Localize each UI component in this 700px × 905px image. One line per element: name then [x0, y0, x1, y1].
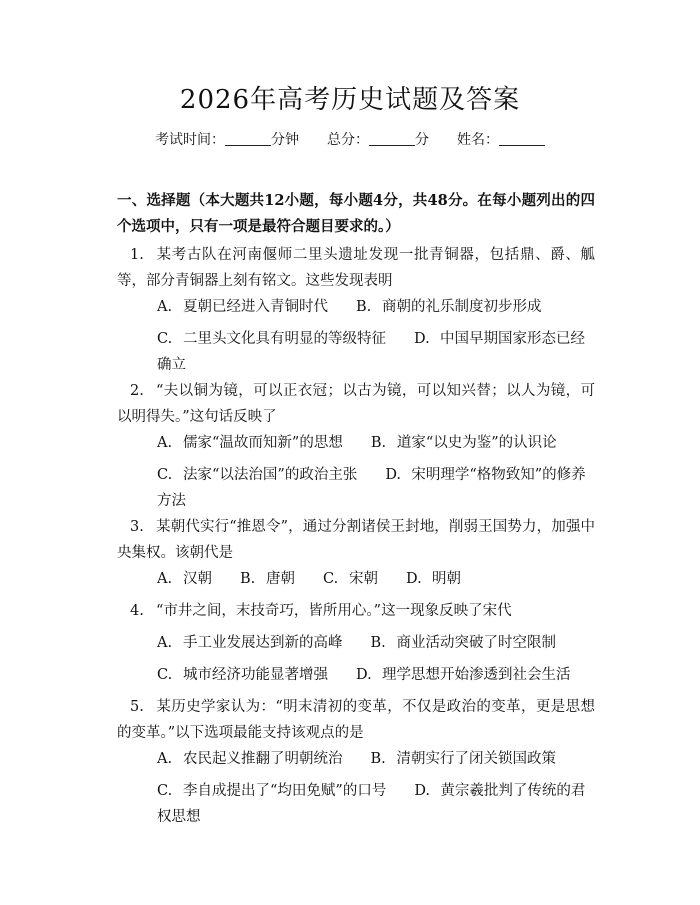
option-text: 法家“以法治国”的政治主张 [183, 467, 358, 483]
question-3 [117, 514, 595, 566]
option-text: 手工业发展达到新的高峰 [183, 635, 343, 651]
page-title: 2026年高考历史试题及答案 [179, 85, 521, 115]
option-text: 宋朝 [349, 571, 378, 587]
option-letter: B. [370, 435, 387, 451]
question-number: 1. [130, 247, 144, 263]
question-5-options-ab [117, 746, 595, 772]
option-letter: C. [157, 331, 173, 347]
option-letter: B. [370, 635, 386, 651]
name-blank [499, 131, 545, 146]
option-letter: D. [385, 467, 402, 483]
option-text: 清朝实行了闭关锁国政策 [396, 751, 556, 767]
question-stem: 某考古队在河南偃师二里头遗址发现一批青铜器，包括鼎、爵、觚等，部分青铜器上刻有铭文。这些发现表明 [117, 247, 595, 289]
option-letter: D. [414, 331, 430, 347]
option-text: 商朝的礼乐制度初步形成 [382, 299, 542, 315]
option-text: 城市经济功能显著增强 [183, 667, 328, 683]
option-text: 儒家“温故而知新”的思想 [183, 435, 343, 451]
question-3-options [117, 566, 595, 592]
option-letter: D. [406, 571, 422, 587]
question-4-options-ab [117, 630, 595, 656]
option-letter: C. [157, 667, 173, 683]
option-text: 农民起义推翻了明朝统治 [183, 751, 343, 767]
time-blank [225, 131, 271, 146]
option-letter: D. [414, 783, 431, 799]
question-2-options-ab [117, 430, 595, 456]
option-text: 唐朝 [266, 571, 295, 587]
option-letter: A. [157, 435, 173, 451]
exam-time [155, 130, 299, 150]
option-text: 宋明理学“格物致知”的修养方法 [157, 467, 586, 509]
option-text: 中国早期国家形态已经确立 [157, 331, 585, 373]
name-label: 姓名： [457, 132, 499, 148]
question-number: 3. [130, 519, 144, 535]
option-text: 汉朝 [183, 571, 212, 587]
question-stem: “市井之间，末技奇巧，皆所用心。”这一现象反映了宋代 [156, 603, 512, 619]
option-letter: A. [157, 751, 173, 767]
option-text: 黄宗羲批判了传统的君权思想 [157, 783, 586, 825]
question-stem: “夫以铜为镜，可以正衣冠；以古为镜，可以知兴替；以人为镜，可以明得失。”这句话反映了 [117, 383, 595, 425]
option-text: 商业活动突破了时空限制 [396, 635, 556, 651]
option-text: 李自成提出了“均田免赋”的口号 [183, 783, 387, 799]
question-1 [117, 242, 595, 294]
option-text: 二里头文化具有明显的等级特征 [183, 331, 386, 347]
option-letter: B. [356, 299, 372, 315]
question-2-options-cd [117, 462, 595, 514]
question-2 [117, 378, 595, 430]
question-stem: 某朝代实行“推恩令”，通过分割诸侯王封地，削弱王国势力，加强中央集权。该朝代是 [117, 519, 595, 561]
option-text: 明朝 [432, 571, 461, 587]
time-label: 考试时间： [155, 132, 225, 148]
option-letter: C. [323, 571, 339, 587]
exam-meta [0, 130, 700, 150]
option-letter: D. [356, 667, 372, 683]
question-number: 5. [130, 699, 144, 715]
question-5-options-cd [117, 778, 595, 830]
question-1-options-cd [117, 326, 595, 378]
question-number: 4. [130, 603, 144, 619]
question-stem: 某历史学家认为：“明末清初的变革，不仅是政治的变革，更是思想的变革。”以下选项最能支持该观点的是 [117, 699, 595, 741]
option-text: 道家“以史为鉴”的认识论 [396, 435, 557, 451]
option-letter: C. [157, 467, 173, 483]
question-1-options-ab [117, 294, 595, 320]
option-letter: A. [157, 299, 173, 315]
section-heading: 一、选择题（本大题共12小题，每小题4分，共48分。在每小题列出的四个选项中，只有一项是最符合题目要求的。） [117, 192, 595, 235]
exam-score [327, 130, 429, 150]
option-text: 夏朝已经进入青铜时代 [183, 299, 328, 315]
option-letter: A. [157, 571, 173, 587]
score-unit: 分 [415, 132, 429, 148]
question-number: 2. [130, 383, 144, 399]
question-4-options-cd [117, 662, 595, 688]
option-text: 理学思想开始渗透到社会生活 [382, 667, 571, 683]
score-label: 总分： [327, 132, 369, 148]
question-5 [117, 694, 595, 746]
time-unit: 分钟 [271, 132, 299, 148]
option-letter: B. [240, 571, 256, 587]
question-4 [117, 598, 595, 624]
option-letter: C. [157, 783, 173, 799]
score-blank [369, 131, 415, 146]
option-letter: B. [370, 751, 386, 767]
exam-name [457, 130, 545, 150]
option-letter: A. [157, 635, 173, 651]
